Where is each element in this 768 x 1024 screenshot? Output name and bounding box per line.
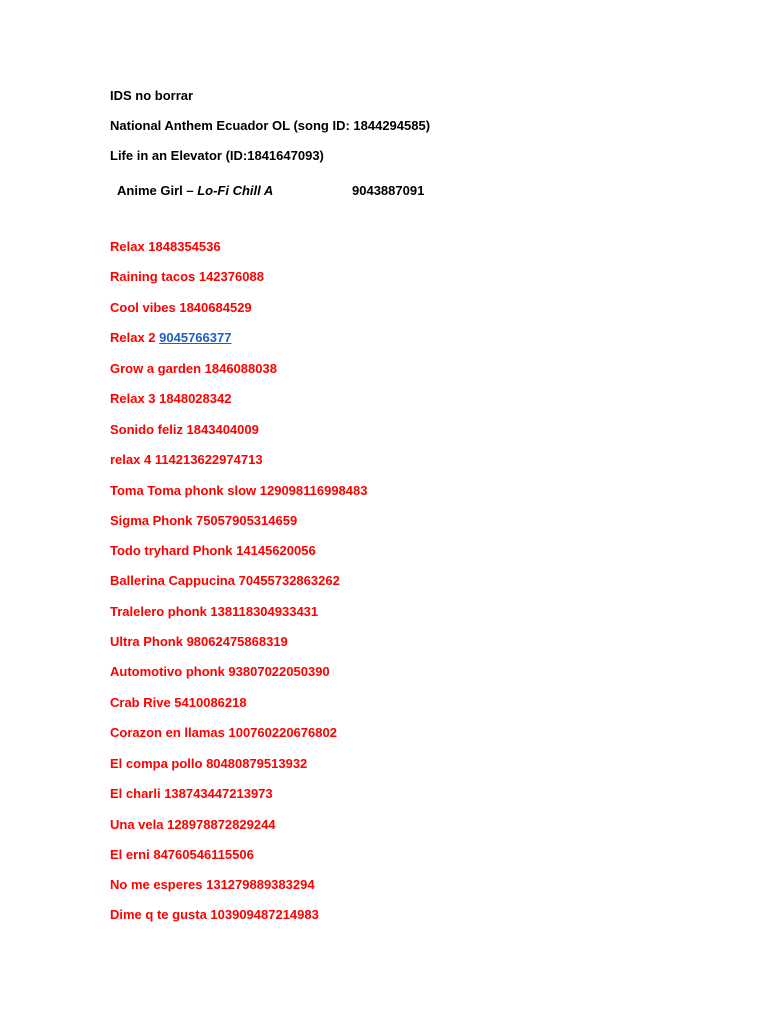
red-item: Raining tacos 142376088: [110, 269, 264, 284]
red-item: Tralelero phonk 138118304933431: [110, 604, 319, 619]
doc-title: IDS no borrar: [110, 88, 194, 103]
red-item: Crab Rive 5410086218: [110, 695, 247, 710]
anime-line: [117, 183, 425, 199]
red-item: Cool vibes 1840684529: [110, 300, 252, 315]
red-item: Grow a garden 1846088038: [110, 361, 277, 376]
red-item: Una vela 128978872829244: [110, 817, 276, 832]
relax2-link[interactable]: 9045766377: [159, 330, 232, 345]
red-item: Dime q te gusta 103909487214983: [110, 907, 319, 922]
red-item: Sonido feliz 1843404009: [110, 422, 259, 437]
red-item: Corazon en llamas 100760220676802: [110, 725, 337, 740]
red-item: El erni 84760546115506: [110, 847, 254, 862]
red-item: El compa pollo 80480879513932: [110, 756, 308, 771]
anime-id: 9043887091: [352, 183, 425, 198]
red-item: Toma Toma phonk slow 129098116998483: [110, 483, 368, 498]
red-item: Ballerina Cappucina 70455732863262: [110, 573, 340, 588]
relax2-line: [110, 330, 231, 346]
red-item: El charli 138743447213973: [110, 786, 273, 801]
red-item: Todo tryhard Phonk 14145620056: [110, 543, 316, 558]
red-item: relax 4 114213622974713: [110, 452, 263, 467]
red-item: Automotivo phonk 93807022050390: [110, 664, 330, 679]
red-item: Relax 1848354536: [110, 239, 221, 254]
red-item: Relax 3 1848028342: [110, 391, 232, 406]
red-item: Sigma Phonk 75057905314659: [110, 513, 298, 528]
relax2-prefix: Relax 2: [110, 330, 160, 345]
anthem-line: National Anthem Ecuador OL (song ID: 1844294585): [110, 118, 431, 133]
anime-italic-title: Lo-Fi Chill A: [197, 183, 274, 198]
red-item: No me esperes 131279889383294: [110, 877, 315, 892]
anime-prefix: Anime Girl –: [117, 183, 198, 198]
red-item: Ultra Phonk 98062475868319: [110, 634, 288, 649]
elevator-line: Life in an Elevator (ID:1841647093): [110, 148, 324, 163]
